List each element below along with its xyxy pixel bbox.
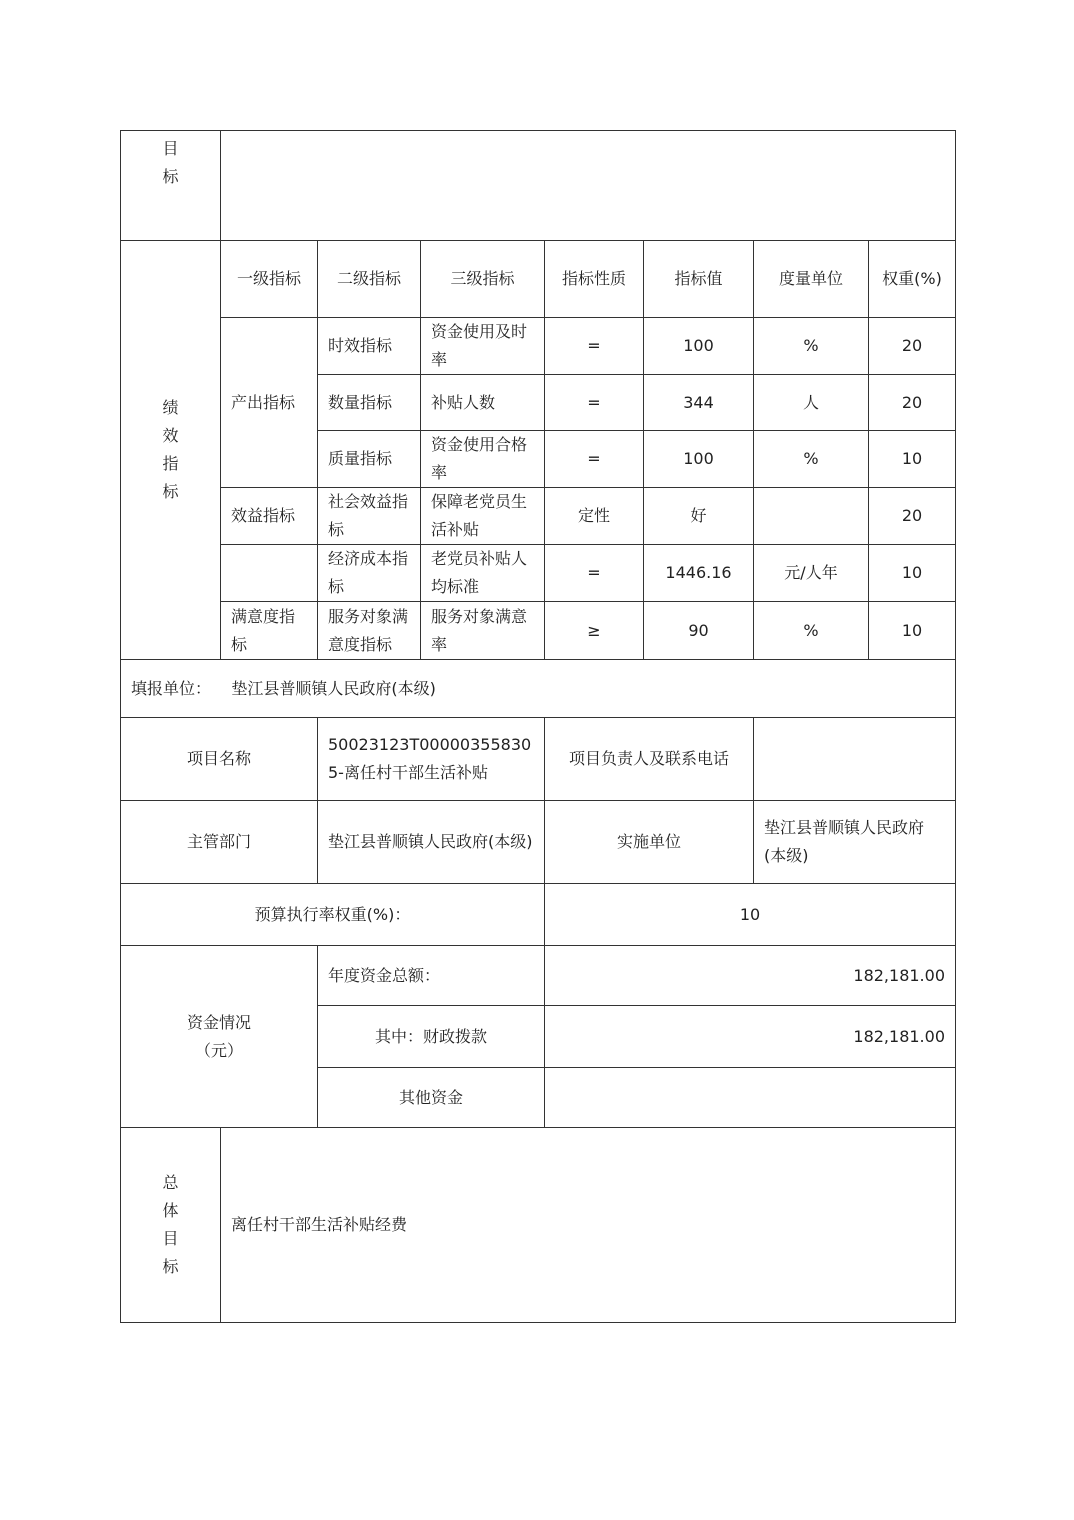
- header-nature: 指标性质: [545, 241, 644, 318]
- level2-cell: 服务对象满意度指标: [318, 602, 421, 660]
- unit-cell: %: [754, 431, 869, 488]
- header-weight: 权重(%): [869, 241, 956, 318]
- level2-cell: 社会效益指标: [318, 488, 421, 545]
- overall-target-label: 总体目标: [162, 1173, 179, 1276]
- weight-cell: 20: [869, 375, 956, 431]
- overall-target-value: 离任村干部生活补贴经费: [221, 1128, 956, 1323]
- level1-empty: [221, 545, 318, 602]
- dept-value: 垫江县普顺镇人民政府(本级): [318, 801, 545, 884]
- value-cell: 90: [644, 602, 754, 660]
- value-cell: 100: [644, 318, 754, 375]
- fill-unit-label: 填报单位：: [131, 678, 212, 698]
- budget-rate-value: 10: [545, 884, 956, 946]
- nature-cell: =: [545, 375, 644, 431]
- level3-cell: 资金使用及时率: [421, 318, 545, 375]
- fiscal-value: 182,181.00: [545, 1006, 956, 1068]
- funds-label: 资金情况: [186, 1012, 251, 1032]
- nature-cell: 定性: [545, 488, 644, 545]
- nature-cell: ≥: [545, 602, 644, 660]
- weight-cell: 10: [869, 602, 956, 660]
- level3-cell: 补贴人数: [421, 375, 545, 431]
- dept-label: 主管部门: [121, 801, 318, 884]
- level1-benefit: 效益指标: [221, 488, 318, 545]
- value-cell: 1446.16: [644, 545, 754, 602]
- value-cell: 344: [644, 375, 754, 431]
- level3-cell: 服务对象满意率: [421, 602, 545, 660]
- header-level3: 三级指标: [421, 241, 545, 318]
- fiscal-label: 其中：财政拨款: [318, 1006, 545, 1068]
- nature-cell: =: [545, 545, 644, 602]
- header-level1: 一级指标: [221, 241, 318, 318]
- annual-total-label: 年度资金总额：: [318, 946, 545, 1006]
- level3-cell: 资金使用合格率: [421, 431, 545, 488]
- project-table: [120, 659, 956, 1323]
- target-label-cell: [121, 131, 221, 241]
- weight-cell: 10: [869, 431, 956, 488]
- unit-cell: 元/人年: [754, 545, 869, 602]
- fill-unit-value: 垫江县普顺镇人民政府(本级): [231, 678, 436, 698]
- other-funds-label: 其他资金: [318, 1068, 545, 1128]
- project-leader-label: 项目负责人及联系电话: [545, 718, 754, 801]
- budget-rate-label: 预算执行率权重(%)：: [121, 884, 545, 946]
- value-cell: 100: [644, 431, 754, 488]
- project-name-label: 项目名称: [121, 718, 318, 801]
- header-value: 指标值: [644, 241, 754, 318]
- level1-output: 产出指标: [221, 318, 318, 488]
- perf-label-cell: [121, 241, 221, 660]
- level3-cell: 老党员补贴人均标准: [421, 545, 545, 602]
- level2-cell: 时效指标: [318, 318, 421, 375]
- target-label: 目标: [162, 139, 179, 186]
- weight-cell: 10: [869, 545, 956, 602]
- project-name-value: 50023123T000003558305-离任村干部生活补贴: [318, 718, 545, 801]
- weight-cell: 20: [869, 318, 956, 375]
- level2-cell: 质量指标: [318, 431, 421, 488]
- level3-cell: 保障老党员生活补贴: [421, 488, 545, 545]
- unit-cell: %: [754, 602, 869, 660]
- level1-satisfaction: 满意度指标: [221, 602, 318, 660]
- project-leader-value: [754, 718, 956, 801]
- level2-cell: 数量指标: [318, 375, 421, 431]
- fill-unit-row: [121, 660, 956, 718]
- header-level2: 二级指标: [318, 241, 421, 318]
- unit-cell: %: [754, 318, 869, 375]
- funds-unit-label: （元）: [194, 1040, 243, 1060]
- nature-cell: =: [545, 318, 644, 375]
- target-content-cell: [221, 131, 956, 241]
- funds-label-cell: [121, 946, 318, 1128]
- annual-total-value: 182,181.00: [545, 946, 956, 1006]
- nature-cell: =: [545, 431, 644, 488]
- weight-cell: 20: [869, 488, 956, 545]
- unit-cell: [754, 488, 869, 545]
- impl-value: 垫江县普顺镇人民政府(本级): [754, 801, 956, 884]
- other-funds-value: [545, 1068, 956, 1128]
- level2-cell: 经济成本指标: [318, 545, 421, 602]
- impl-label: 实施单位: [545, 801, 754, 884]
- overall-target-label-cell: [121, 1128, 221, 1323]
- performance-table: [120, 130, 956, 660]
- perf-label: 绩效指标: [162, 398, 179, 501]
- unit-cell: 人: [754, 375, 869, 431]
- value-cell: 好: [644, 488, 754, 545]
- header-unit: 度量单位: [754, 241, 869, 318]
